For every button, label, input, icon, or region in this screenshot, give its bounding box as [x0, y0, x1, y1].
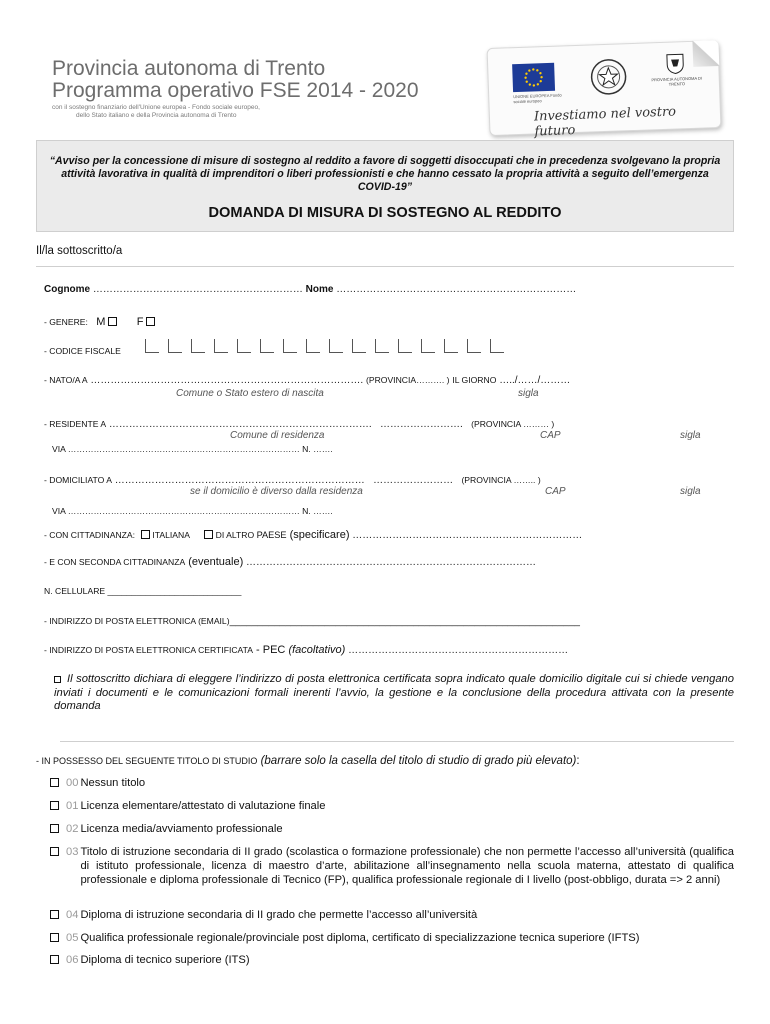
titolo-option-01	[50, 799, 734, 813]
pec-facoltativo: (facoltativo)	[285, 644, 346, 656]
cf-char-box[interactable]	[306, 339, 320, 353]
titolo-code-04: 04	[66, 909, 79, 921]
titolo-code-01: 01	[66, 800, 79, 812]
cf-char-box[interactable]	[168, 339, 182, 353]
titolo-text-04: Diploma di istruzione secondaria di II grado che permette l’accesso all’università	[80, 909, 478, 921]
titolo-checkbox-01[interactable]	[50, 801, 59, 810]
titolo-option-06	[50, 953, 734, 967]
titolo-text-05: Qualifica professionale regionale/provinciale post diploma, certificato di specializzazione tecnica superiore (IFTS)	[80, 932, 640, 944]
pec-row	[44, 644, 568, 657]
titolo-option-05	[50, 931, 734, 945]
titolo-code-05: 05	[66, 932, 79, 944]
nato-provincia-field[interactable]: (PROVINCIA………. )	[365, 375, 450, 385]
cap-domicilio-field[interactable]: ……………………	[373, 475, 454, 486]
residenza-hint-sigla: sigla	[680, 430, 701, 441]
seconda-cittadinanza-field[interactable]: ……………………………………………………………………………	[246, 557, 537, 568]
genere-m-checkbox[interactable]	[108, 317, 117, 326]
genere-f-checkbox[interactable]	[146, 317, 155, 326]
domicilio-hint: se il domicilio è diverso dalla residenza	[190, 486, 363, 497]
titolo-text-02: Licenza media/avviamento professionale	[80, 823, 283, 835]
cf-char-box[interactable]	[467, 339, 481, 353]
seconda-cittadinanza-row	[44, 556, 536, 569]
seconda-cittadinanza-label: - E CON SECONDA CITTADINANZA	[44, 557, 186, 567]
italian-emblem-icon	[588, 56, 629, 97]
header-subtitle-line1: con il sostegno finanziario dell'Unione europea - Fondo sociale europeo,	[52, 104, 260, 111]
cf-char-box[interactable]	[283, 339, 297, 353]
notice-text: “Avviso per la concessione di misure di sostegno al reddito a favore di soggetti disoccupati che in precedenza svolgevano la propria attività lavorativa in qualità di imprenditori o liberi professionisti e che hanno cessato la propria attività a seguito dell’emergenza COVID-19”	[49, 155, 721, 193]
cf-char-box[interactable]	[398, 339, 412, 353]
titolo-checkbox-02[interactable]	[50, 824, 59, 833]
residenza-hint-cap: CAP	[540, 430, 561, 441]
pec-label: - INDIRIZZO DI POSTA ELETTRONICA CERTIFICATA	[44, 645, 253, 655]
genere-label: - GENERE:	[44, 317, 88, 327]
titolo-code-02: 02	[66, 823, 79, 835]
cf-char-box[interactable]	[421, 339, 435, 353]
declaration-text: Il sottoscritto dichiara di eleggere l’indirizzo di posta elettronica certificata sopra indicato quale domicilio digitale cui si chiede vengano inviati i documenti e le comunicazioni formali inerenti l’avvio, la gestione e la conclusione della procedura attivata con la presente domanda	[54, 673, 734, 712]
provincia-residenza-field[interactable]: (PROVINCIA ……… )	[471, 419, 555, 429]
comune-residenza-field[interactable]: …………………………………………………………………….	[108, 419, 372, 430]
cf-char-box[interactable]	[490, 339, 504, 353]
titolo-checkbox-03[interactable]	[50, 847, 59, 856]
trento-label: PROVINCIA AUTONOMA DI TRENTO	[651, 75, 703, 87]
altro-paese-label-c: (specificare)	[286, 529, 350, 541]
titolo-code-03: 03	[66, 846, 79, 858]
titolo-option-02	[50, 822, 734, 836]
titolo-checkbox-06[interactable]	[50, 955, 59, 964]
altro-paese-checkbox[interactable]	[204, 530, 213, 539]
cf-char-box[interactable]	[191, 339, 205, 353]
genere-f-label: F	[136, 316, 144, 328]
via-domicilio-field[interactable]: VIA ……………………………………………………………………… N. …….	[52, 506, 333, 516]
cf-char-box[interactable]	[375, 339, 389, 353]
nome-field[interactable]: ………………………………………………………………	[336, 284, 577, 295]
cf-char-box[interactable]	[237, 339, 251, 353]
titolo-text-01: Licenza elementare/attestato di valutazione finale	[80, 800, 326, 812]
domiciliato-label: - DOMICILIATO A	[44, 475, 112, 485]
pec-field[interactable]: …………………………………………………………	[348, 645, 569, 656]
comune-domicilio-field[interactable]: …………………………………………………………………	[114, 475, 365, 486]
motto: Investiamo nel vostro futuro	[533, 104, 677, 140]
nome-label: Nome	[305, 284, 334, 295]
declaration	[54, 673, 734, 714]
titolo-heading-colon: :	[576, 755, 580, 767]
intro-text: Il/la sottoscritto/a	[36, 245, 123, 257]
titolo-checkbox-05[interactable]	[50, 933, 59, 942]
genere-row	[44, 316, 155, 329]
cap-residenza-field[interactable]: …………………….	[379, 419, 463, 430]
titolo-checkbox-00[interactable]	[50, 778, 59, 787]
titolo-heading-label: - IN POSSESSO DEL SEGUENTE TITOLO DI STUDIO	[36, 756, 258, 766]
titolo-text-06: Diploma di tecnico superiore (ITS)	[80, 954, 250, 966]
notice-box	[36, 140, 734, 232]
titolo-checkbox-04[interactable]	[50, 910, 59, 919]
eu-label: UNIONE EUROPEA Fondo sociale europeo	[513, 92, 562, 105]
cittadinanza-label: - CON CITTADINANZA:	[44, 530, 136, 540]
residenza-hint-comune: Comune di residenza	[230, 430, 325, 441]
altro-paese-field[interactable]: ……………………………………………………………	[352, 530, 583, 541]
cittadinanza-row	[44, 529, 582, 542]
logo-card	[487, 40, 722, 140]
titolo-heading	[36, 755, 580, 767]
email-row	[44, 615, 580, 628]
trento-crest-icon	[666, 52, 685, 75]
nascita-row	[44, 374, 570, 387]
nato-hint-comune: Comune o Stato estero di nascita	[176, 388, 324, 399]
cognome-field[interactable]: ………………………………………………………	[92, 284, 303, 295]
header-subtitle	[52, 104, 322, 120]
altro-paese-label-a: DI ALTRO	[215, 530, 257, 540]
codice-fiscale-label: - CODICE FISCALE	[44, 346, 121, 356]
titolo-code-06: 06	[66, 954, 79, 966]
titolo-text-00: Nessun titolo	[80, 777, 146, 789]
divider-mid	[60, 741, 734, 742]
header-title-line2: Programma operativo FSE 2014 - 2020	[52, 79, 419, 102]
domicilio-hint-sigla: sigla	[680, 486, 701, 497]
page-curl	[692, 40, 719, 67]
document-title: DOMANDA DI MISURA DI SOSTEGNO AL REDDITO	[208, 205, 562, 221]
domicilio-hint-cap: CAP	[545, 486, 566, 497]
provincia-domicilio-field[interactable]: (PROVINCIA …….. )	[461, 475, 541, 485]
nato-label: - NATO/A A	[44, 375, 88, 385]
cf-char-box[interactable]	[145, 339, 159, 353]
data-nascita-field[interactable]: …../……/………	[499, 375, 571, 386]
via-residenza-field[interactable]: VIA ……………………………………………………………………… N. …….	[52, 444, 333, 454]
cf-char-box[interactable]	[352, 339, 366, 353]
residente-label: - RESIDENTE A	[44, 419, 107, 429]
nato-hint-sigla: sigla	[518, 388, 539, 399]
divider-top	[36, 266, 734, 267]
cf-char-box[interactable]	[329, 339, 343, 353]
email-label: - INDIRIZZO DI POSTA ELETTRONICA (EMAIL)	[44, 616, 230, 626]
cf-char-box[interactable]	[260, 339, 274, 353]
titolo-text-03: Titolo di istruzione secondaria di II grado (scolastica o formazione professionale) che non permette l’accesso all’università (qualifica di istituto professionale, licenza di maestro d’arte, abilitazione all’insegnamento nella scuola materna, attestato di qualifica professionale e diploma professionale di Tecnico (FP), qualifica professionale regionale di I livello (post-obbligo, durata => 2 anni)	[80, 846, 734, 886]
seconda-cittadinanza-eventuale: (eventuale)	[185, 556, 244, 568]
cf-char-box[interactable]	[444, 339, 458, 353]
declaration-checkbox[interactable]	[54, 676, 61, 683]
page-header	[0, 0, 770, 140]
cf-char-box[interactable]	[214, 339, 228, 353]
cellulare-field[interactable]: N. CELLULARE ____________________________	[44, 586, 242, 596]
eu-flag-icon	[512, 63, 555, 92]
luogo-nascita-field[interactable]: ……………………………………………………………………….	[90, 375, 364, 386]
genere-m-label: M	[96, 316, 106, 328]
titolo-code-00: 00	[66, 777, 79, 789]
nato-giorno-label: IL GIORNO	[452, 375, 497, 385]
italiana-label: ITALIANA	[152, 530, 190, 540]
altro-paese-label-b: PAESE	[256, 530, 287, 540]
header-title-line1: Provincia autonoma di Trento	[52, 57, 326, 80]
titolo-option-03	[50, 845, 734, 887]
titolo-heading-hint: (barrare solo la casella del titolo di studio di grado più elevato)	[257, 755, 577, 767]
cognome-label: Cognome	[44, 284, 91, 295]
pec-label-b: - PEC	[252, 644, 286, 656]
email-field[interactable]: _______________________________________________________________	[229, 616, 580, 627]
titolo-option-00	[50, 776, 734, 790]
titolo-option-04	[50, 908, 734, 922]
name-row	[44, 284, 576, 296]
italiana-checkbox[interactable]	[141, 530, 150, 539]
header-subtitle-line2: dello Stato italiano e della Provincia autonoma di Trento	[76, 112, 237, 119]
